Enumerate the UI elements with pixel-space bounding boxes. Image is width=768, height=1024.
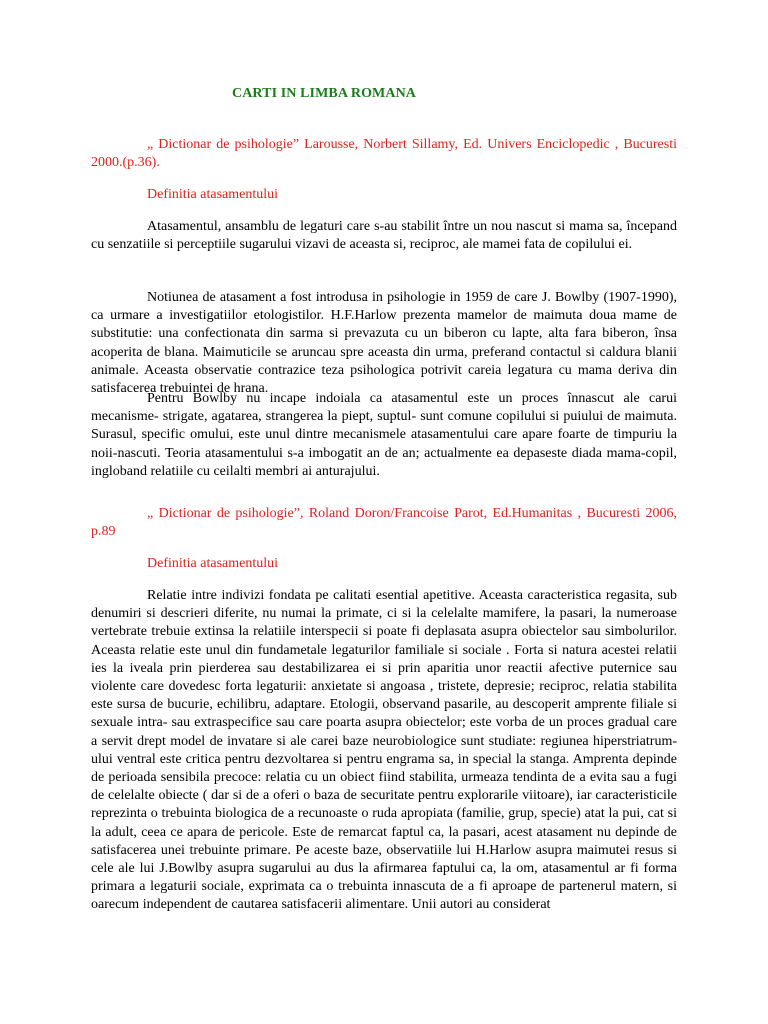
page-title: CARTI IN LIMBA ROMANA bbox=[232, 86, 417, 101]
section-heading-1: Definitia atasamentului bbox=[147, 187, 279, 202]
reference-larousse: „ Dictionar de psihologie” Larousse, Norbert Sillamy, Ed. Univers Enciclopedic , Bucuresti 2000.(p.36). bbox=[91, 137, 677, 171]
paragraph-definition-1: Atasamentul, ansamblu de legaturi care s-au stabilit între un nou nascut si mama sa, începand cu senzatiile si perceptiile sugarului vizavi de aceasta si, reciproc, ale mamei fata de copilului ei. bbox=[91, 219, 677, 253]
paragraph-bowlby-harlow: Notiunea de atasament a fost introdusa in psihologie in 1959 de care J. Bowlby (1907-1990), ca urmare a investigatiilor etologistilor. H.F.Harlow prezenta mamelor de maimuta doua mame de substitutie: una confectionata din sarma si prevazuta cu un biberon cu lapte, alta fara biberon, însa acoperita de blana. Maimuticile se aruncau spre aceasta din urma, preferand contactul si caldura blanii animale. Aceasta observatie contrazice teza psihologica potrivit careia legatura cu mama deriva din satisfacerea trebuintei de hrana. bbox=[91, 290, 677, 397]
paragraph-definition-2: Relatie intre indivizi fondata pe calitati esential apetitive. Aceasta caracteristica regasita, sub denumiri si descrieri diferite, nu numai la primate, ci si la celelalte mamifere, la pasari, la numeroase vertebrate trebuie extinsa la relatiile interspecii si poate fi deplasata asupra obiectelor sau simbolurilor. Aceasta relatie este unul din fundametale legaturilor familiale si sociale . Forta si natura acestei relatii ies la iveala prin pierderea sau destabilizarea ei si prin aparitia unor reactii afective puternice sau violente care dovedesc forta legaturii: anxietate si angoasa , tristete, depresie; reciproc, relatia stabilita este sursa de bucurie, echilibru, adaptare. Etologii, observand pasarile, au descoperit amprente filiale si sexuale intra- sau extraspecifice sau care poarta asupra obiectelor; este vorba de un proces gradual care a servit drept model de invatare si ale carei baze neurobiologice sunt studiate: regiunea hiperstriatrum-ului ventral este critica pentru dezvoltarea si pentru engrama sa, in special la stanga. Amprenta depinde de perioada sensibila precoce: relatia cu un obiect fiind stabilita, urmeaza tendinta de a evita sau a fugi de celelalte obiecte ( dar si de a oferi o baza de securitate pentru explorarile viitoare), iar caracteristicile reprezinta o trebuinta biologica de a recunoaste o ruda apropiata (familie, grup, specie) atat la pui, cat si la adult, ceea ce apara de pericole. Este de remarcat faptul ca, la pasari, acest atasament nu depinde de satisfacerea unei trebuinte primare. Pe aceste baze, observatiile lui H.Harlow asupra maimutei resus si cele ale lui J.Bowlby asupra sugarului au dus la afirmarea faptului ca, la om, atasamentul ar fi forma primara a legaturii sociale, exprimata ca o trebuinta innascuta de a fi aproape de partenerul matern, si oarecum independent de cautarea satisfacerii alimentare. Unii autori au considerat bbox=[91, 588, 677, 913]
section-heading-2: Definitia atasamentului bbox=[147, 556, 279, 571]
paragraph-bowlby-innate: Pentru Bowlby nu incape indoiala ca atasamentul este un proces înnascut ale carui mecanisme- strigate, agatarea, strangerea la piept, suptul- sunt comune copilului si puiului de maimuta. Surasul, specific omului, este unul dintre mecanismele atasamentului care apare foarte de timpuriu la noii-nascuti. Teoria atasamentului s-a imbogatit an de an; actualmente ea depaseste diada mama-copil, ingloband relatiile cu ceilalti membri ai anturajului. bbox=[91, 391, 677, 479]
reference-doron-parot: „ Dictionar de psihologie”, Roland Doron/Francoise Parot, Ed.Humanitas , Bucuresti 2006, p.89 bbox=[91, 506, 677, 540]
